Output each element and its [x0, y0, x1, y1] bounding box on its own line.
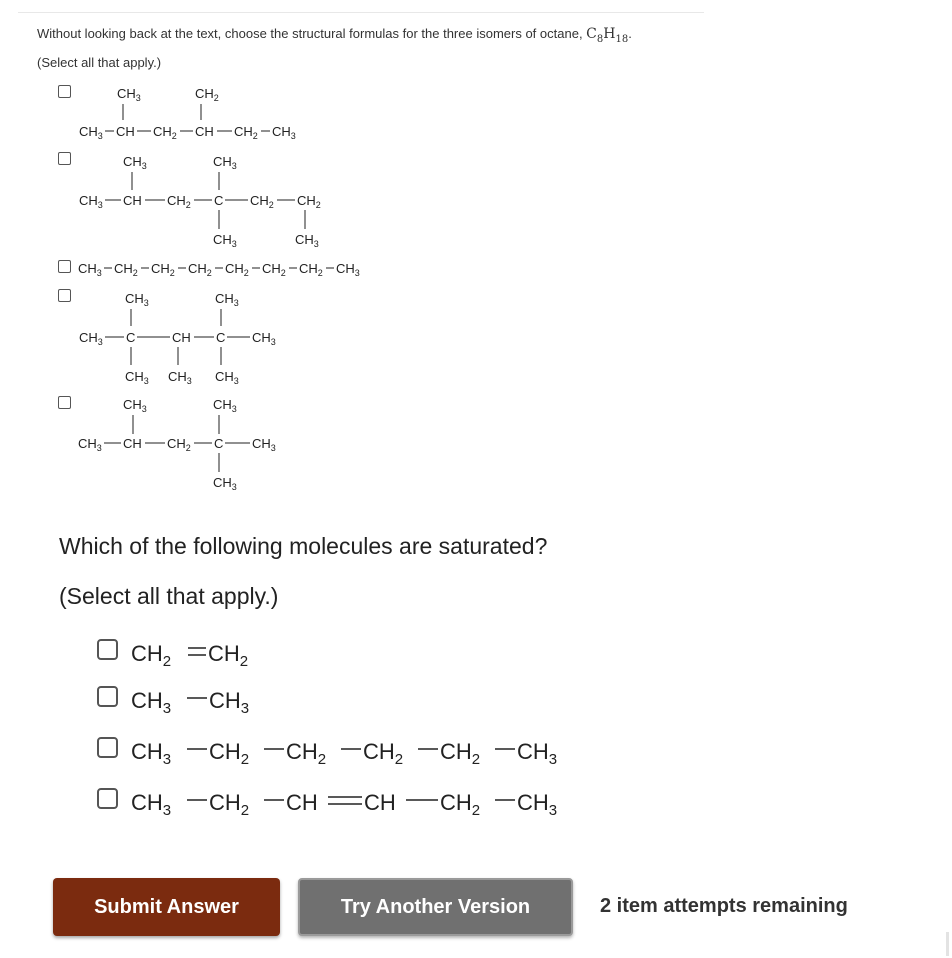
q2-option4-checkbox[interactable]: [97, 788, 118, 809]
svg-text:CH2: $CH_2$: [208, 641, 249, 670]
svg-text:CH3: $CH_3$: [79, 330, 103, 347]
svg-text:CH3: $CH_3$: [336, 261, 360, 278]
svg-text:CH2: $CH_2$: [297, 193, 321, 210]
svg-text:CH: CH: [286, 790, 318, 815]
svg-text:CH2: $CH_2$: [225, 261, 249, 278]
svg-text:CH3: $CH_3$: [131, 688, 172, 717]
svg-text:C: C: [216, 330, 226, 345]
svg-text:CH3: $CH_3$: [252, 330, 276, 347]
option4-checkbox[interactable]: [58, 289, 71, 302]
question1-prompt: Without looking back at the text, choose the structural formulas for the three isomers of octane, $C_8H_{18}$.: [37, 26, 632, 45]
svg-text:CH3: $CH_3$: [125, 291, 149, 308]
question2-select-note: (Select all that apply.): [59, 583, 279, 609]
q2-option1-formula: [131, 641, 248, 670]
svg-text:CH2: $CH_2$: [262, 261, 286, 278]
option2-checkbox[interactable]: [58, 152, 71, 165]
svg-text:CH3: $CH_3$: [213, 232, 237, 249]
svg-text:CH3: $CH_3$: [131, 790, 172, 819]
svg-text:CH3: $CH_3$: [209, 688, 250, 717]
svg-text:CH: CH: [364, 790, 396, 815]
svg-text:CH2: $CH_2$: [131, 641, 172, 670]
svg-text:CH2: $CH_2$: [167, 436, 191, 453]
svg-text:C: C: [214, 436, 224, 451]
q2-option4-formula: [131, 790, 557, 819]
svg-text:CH3: $CH_3$: [168, 369, 192, 386]
svg-text:CH2: $CH_2$: [114, 261, 138, 278]
svg-text:CH3: $CH_3$: [215, 369, 239, 386]
svg-text:CH2: $CH_2$: [167, 193, 191, 210]
svg-text:CH2: $CH_2$: [153, 124, 177, 141]
svg-text:CH: CH: [172, 330, 191, 345]
try-another-version-button[interactable]: Try Another Version: [298, 878, 573, 936]
svg-text:C: C: [126, 330, 136, 345]
svg-text:CH3: $CH_3$: [213, 475, 237, 492]
svg-text:CH2: $CH_2$: [209, 739, 250, 768]
question2-prompt: Which of the following molecules are saturated?: [59, 533, 548, 559]
svg-text:CH3: $CH_3$: [78, 436, 102, 453]
scrollbar-edge: [946, 932, 949, 956]
svg-text:CH3: $CH_3$: [252, 436, 276, 453]
svg-text:CH3: $CH_3$: [123, 397, 147, 414]
svg-text:CH2: $CH_2$: [234, 124, 258, 141]
svg-text:CH3: $CH_3$: [117, 86, 141, 103]
svg-text:CH2: $CH_2$: [209, 790, 250, 819]
question1-select-note: (Select all that apply.): [37, 55, 162, 70]
svg-text:CH3: $CH_3$: [213, 397, 237, 414]
svg-text:CH3: $CH_3$: [79, 124, 103, 141]
svg-text:CH: CH: [116, 124, 135, 139]
svg-text:CH2: $CH_2$: [195, 86, 219, 103]
svg-text:CH2: $CH_2$: [286, 739, 327, 768]
option1-checkbox[interactable]: [58, 85, 71, 98]
svg-text:CH3: $CH_3$: [517, 790, 558, 819]
top-divider: [18, 12, 704, 13]
svg-text:CH: CH: [123, 193, 142, 208]
svg-text:CH3: $CH_3$: [517, 739, 558, 768]
submit-answer-button[interactable]: Submit Answer: [53, 878, 280, 936]
svg-text:CH2: $CH_2$: [363, 739, 404, 768]
svg-text:CH3: $CH_3$: [125, 369, 149, 386]
q2-option2-formula: [131, 688, 249, 717]
svg-text:CH2: $CH_2$: [440, 739, 481, 768]
svg-text:CH: CH: [123, 436, 142, 451]
svg-text:CH3: $CH_3$: [215, 291, 239, 308]
svg-text:C: C: [214, 193, 224, 208]
svg-text:CH2: $CH_2$: [440, 790, 481, 819]
svg-text:CH2: $CH_2$: [188, 261, 212, 278]
svg-text:CH3: $CH_3$: [213, 154, 237, 171]
attempts-remaining-text: 2 item attempts remaining: [600, 895, 848, 917]
q2-option1-checkbox[interactable]: [97, 639, 118, 660]
svg-text:CH3: $CH_3$: [131, 739, 172, 768]
svg-text:CH2: $CH_2$: [299, 261, 323, 278]
option5-checkbox[interactable]: [58, 396, 71, 409]
q2-option2-checkbox[interactable]: [97, 686, 118, 707]
svg-text:CH: CH: [195, 124, 214, 139]
svg-text:CH3: $CH_3$: [123, 154, 147, 171]
svg-text:CH3: $CH_3$: [78, 261, 102, 278]
svg-text:CH3: $CH_3$: [272, 124, 296, 141]
q2-option3-checkbox[interactable]: [97, 737, 118, 758]
svg-text:CH2: $CH_2$: [151, 261, 175, 278]
svg-text:CH3: $CH_3$: [295, 232, 319, 249]
q2-option3-formula: [131, 739, 557, 768]
svg-text:CH2: $CH_2$: [250, 193, 274, 210]
option3-checkbox[interactable]: [58, 260, 71, 273]
svg-text:CH3: $CH_3$: [79, 193, 103, 210]
